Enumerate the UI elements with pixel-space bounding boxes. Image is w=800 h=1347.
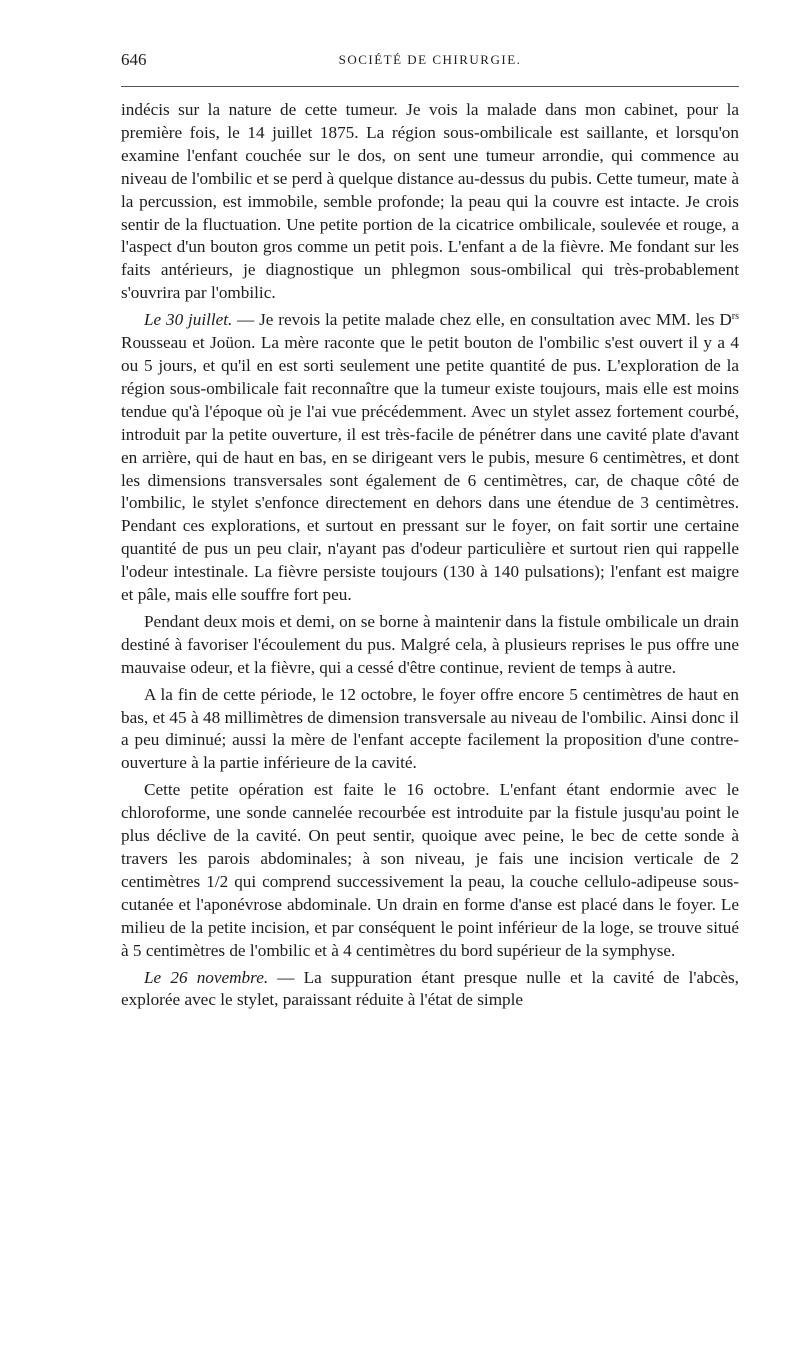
paragraph-2 (121, 309, 739, 607)
paragraph-1 (121, 99, 739, 305)
paragraph-6 (121, 967, 739, 1013)
paragraph-text: — Je revois la petite malade chez elle, en consultation avec MM. les D (232, 310, 732, 330)
body-text (121, 99, 739, 1016)
paragraph-text: — La suppuration étant presque nulle et la cavité de l'abcès, explorée avec le stylet, paraissant réduite à l'état de simple (121, 967, 739, 1010)
entry-date: Le 26 novembre. (144, 967, 269, 987)
paragraph-text: Cette petite opération est faite le 16 octobre. L'enfant étant endormie avec le chloroforme, une sonde cannelée recourbée est introduite par la fistule jusqu'au point le plus déclive de la cavité. On peut sentir, quoique avec peine, le bec de cette sonde à travers les parois abdominales; à son niveau, je fais une incision verticale de 2 centimètres 1/2 qui comprend successivement la peau, la couche cellulo-adipeuse sous-cutanée et l'aponévrose abdominale. Un drain en forme d'anse est placé dans le foyer. Le milieu de la petite incision, et par conséquent le point inférieur de la loge, se trouve situé à 5 centimètres de l'ombilic et à 4 centimètres du bord supérieur de la symphyse. (121, 780, 739, 960)
running-title: SOCIÉTÉ DE CHIRURGIE. (338, 52, 522, 67)
page-number: 646 (121, 50, 147, 69)
header-rule (121, 86, 739, 87)
paragraph-5 (121, 779, 739, 962)
superscript: rs (731, 311, 739, 323)
paragraph-4 (121, 684, 739, 776)
paragraph-text: Pendant deux mois et demi, on se borne à maintenir dans la fistule ombilicale un drain destiné à favoriser l'écoulement du pus. Malgré cela, à plusieurs reprises le pus offre une mauvaise odeur, et la fièvre, qui a cessé d'être continue, revient de temps à autre. (121, 611, 739, 677)
paragraph-text: indécis sur la nature de cette tumeur. Je vois la malade dans mon cabinet, pour la première fois, le 14 juillet 1875. La région sous-ombilicale est saillante, et lorsqu'on examine l'enfant couchée sur le dos, on sent une tumeur arrondie, qui commence au niveau de l'ombilic et se perd à quelque distance au-dessus du pubis. Cette tumeur, mate à la percussion, est immobile, semble profonde; la peau qui la couvre est intacte. Je crois sentir de la fluctuation. Une petite portion de la cicatrice ombilicale, soulevée et rouge, a l'aspect d'un bouton gros comme un petit pois. L'enfant a de la fièvre. Me fondant sur les faits antérieurs, je diagnostique un phlegmon sous-ombilical qui très-probablement s'ouvrira par l'ombilic. (121, 100, 739, 303)
paragraph-text: A la fin de cette période, le 12 octobre, le foyer offre encore 5 centimètres de haut en bas, et 45 à 48 millimètres de dimension transversale au niveau de l'ombilic. Ainsi donc il a peu diminué; aussi la mère de l'enfant accepte facilement la proposition d'une contre-ouverture à la partie inférieure de la cavité. (121, 684, 739, 773)
paragraph-text: Rousseau et Joüon. La mère raconte que le petit bouton de l'ombilic s'est ouvert il y a 4 ou 5 jours, et qu'il en est sorti seulement une petite quantité de pus. L'exploration de la région sous-ombilicale fait reconnaître que la tumeur existe toujours, mais elle est moins tendue qu'à l'époque où je l'ai vue précédemment. Avec un stylet assez fortement courbé, introduit par la petite ouverture, il est très-facile de pénétrer dans une cavité plate d'avant en arrière, qui de haut en bas, en se dirigeant vers le pubis, mesure 6 centimètres, et dont les dimensions transversales sont également de 6 centimètres, car, de chaque côté de l'ombilic, le stylet s'enfonce directement en dehors dans une étendue de 3 centimètres. Pendant ces explorations, et surtout en pressant sur le foyer, on fait sortir une certaine quantité de pus un peu clair, n'ayant pas d'odeur particulière et surtout rien qui rappelle l'odeur intestinale. La fièvre persiste toujours (130 à 140 pulsations); l'enfant est maigre et pâle, mais elle souffre fort peu. (121, 333, 739, 605)
paragraph-3 (121, 611, 739, 680)
entry-date: Le 30 juillet. (144, 310, 233, 330)
page-header (121, 50, 739, 72)
